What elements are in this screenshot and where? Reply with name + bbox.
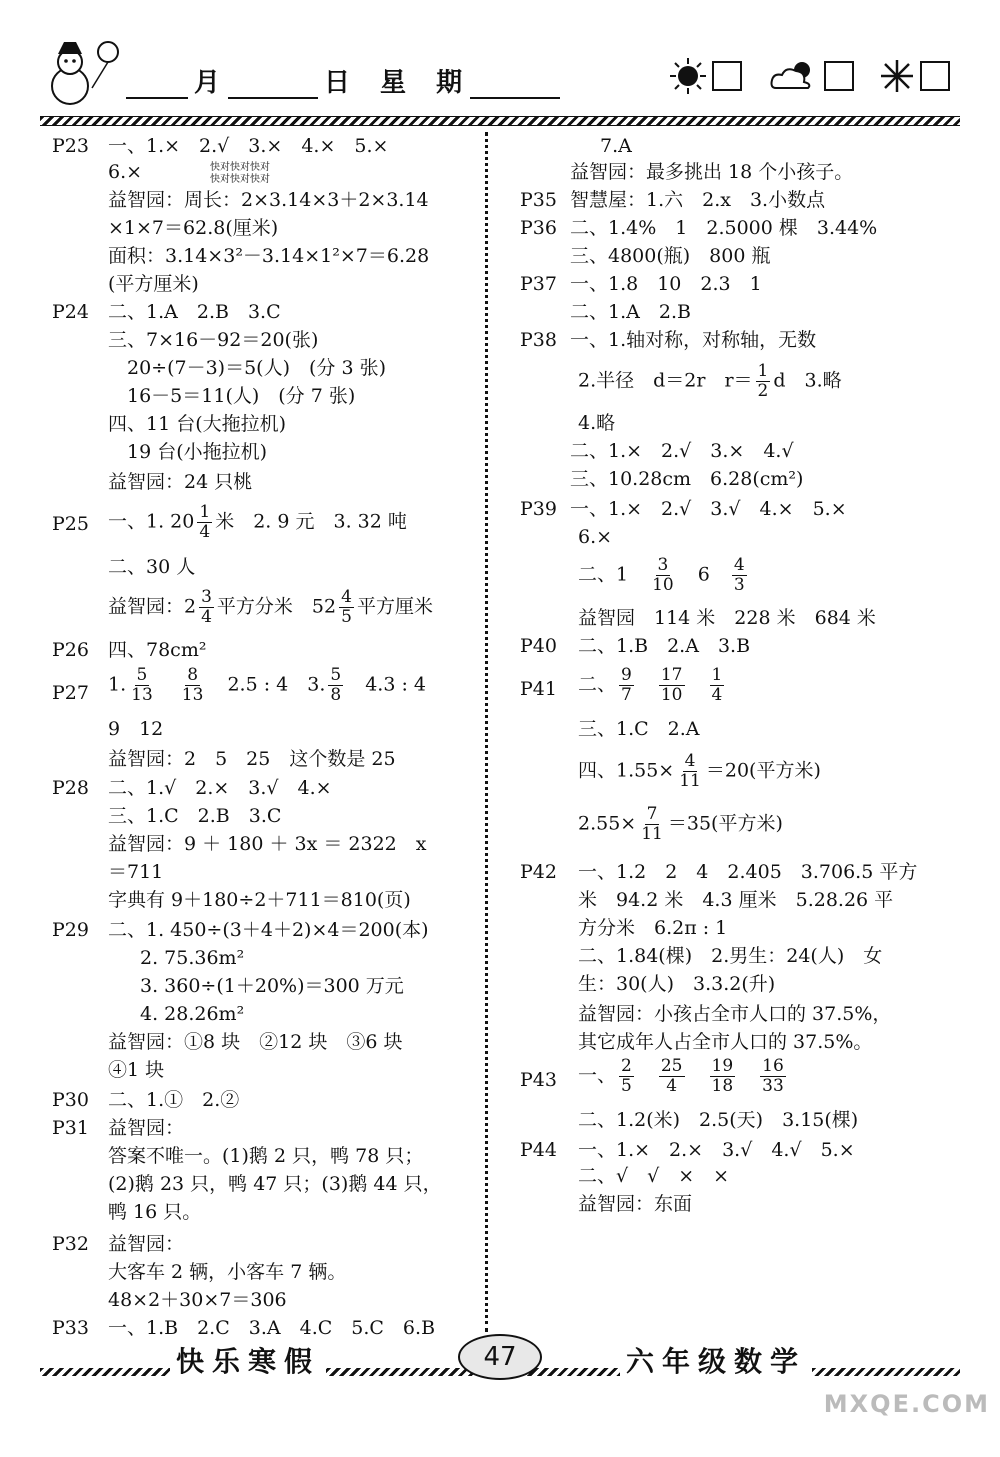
weather-cloudy [768,58,854,94]
snowy-checkbox[interactable] [920,61,950,91]
answer-line: 字典有 9＋180÷2＋711＝810(页) [108,889,411,911]
answer-line: 二、1.4% 1 2.5000 棵 3.44% [570,217,878,239]
fraction [650,556,676,595]
cloudy-checkbox[interactable] [824,61,854,91]
answer-line: 益智园：9 ＋ 180 ＋ 3x ＝ 2322 x [108,833,427,855]
answer-line: 益智园 114 米 228 米 684 米 [578,607,876,629]
numerator: 1 [199,502,211,522]
grade-subject: 六年级数学 [620,1340,812,1380]
answer-text: 二、 [578,673,617,696]
numerator: 9 [621,665,632,685]
page-label: P38 [520,329,557,351]
answer-line: 益智园：2 5 25 这个数是 25 [108,748,396,770]
answer-text: 6 [697,563,710,586]
answer-line: 2. 75.36m² [140,947,245,969]
answer-line: 益智园：最多挑出 18 个小孩子。 [570,161,854,183]
answer-line: 一、1.× 2.√ 3.× 4.× 5.× [108,135,389,157]
answer-line: (2)鹅 23 只，鸭 47 只；(3)鹅 44 只， [108,1173,442,1195]
fraction [639,805,665,844]
answer-line [108,588,433,627]
answer-line: 益智园： [108,1117,185,1139]
answer-line: 二、1.B 2.A 3.B [578,635,751,657]
answer-line: 其它成年人占全市人口的 37.5%。 [578,1031,873,1053]
watermark: MXQE.COM [823,1390,990,1418]
answer-line: 二、1.① 2.② [108,1089,240,1111]
fraction [677,752,703,791]
page-label: P39 [520,498,557,520]
fraction [129,666,155,705]
answer-line: 二、30 人 [108,556,196,578]
denominator: 8 [330,685,342,705]
fraction [197,503,212,542]
answer-text: d 3.略 [773,369,842,392]
answer-line: 7.A [600,135,632,157]
answer-line: 二、1.× 2.√ 3.× 4.√ [570,440,794,462]
denominator: 13 [181,685,204,705]
page-label: P24 [52,301,89,323]
numerator: 4 [341,587,352,607]
answer-line: 三、1.C 2.B 3.C [108,805,282,827]
numerator: 3 [657,555,669,575]
answer-line: 二、√ √ × × [578,1165,730,1187]
page-label: P31 [52,1117,89,1139]
answer-text: 平方分米 52 [216,595,337,618]
answer-text: 米 2. 9 元 3. 32 吨 [215,510,407,533]
denominator: 10 [652,575,674,595]
page-label: P23 [52,135,89,157]
numerator: 8 [187,665,199,685]
answer-line: 20÷(7－3)＝5(人) (分 3 张) [108,357,387,379]
page-label: P35 [520,189,557,211]
answer-text: 2.55× [578,812,637,835]
answer-line: 一、1.× 2.√ 3.√ 4.× 5.× [570,498,847,520]
answer-line: 一、1.轴对称，对称轴，无数 [570,329,817,351]
stamp-line: 快对快对快对 [210,174,270,185]
numerator: 19 [711,1056,734,1076]
answer-line: 9 12 [108,718,164,740]
fraction [659,666,685,705]
answer-line: 19 台(小拖拉机) [108,441,268,463]
answer-line: 三、7×16－92＝20(张) [108,329,319,351]
page-label: P37 [520,273,557,295]
answer-text: 四、1.55× [578,759,675,782]
answer-line: 一、1.× 2.× 3.√ 4.√ 5.× [578,1139,855,1161]
answer-line: 面积：3.14×3²－3.14×1²×7＝6.28 [108,245,430,267]
stamp-line: 快对快对快对 [210,162,270,173]
answer-line [578,362,842,401]
answer-line: 益智园：东面 [578,1193,693,1215]
weather-snowy [880,59,950,93]
page-label: P32 [52,1233,89,1255]
numerator: 7 [646,804,658,824]
numerator: 3 [201,587,212,607]
day-label: 日 [324,68,353,98]
fraction [619,666,634,705]
fraction [710,1057,736,1096]
answer-line: 方分米 6.2π : 1 [578,917,728,939]
answer-line: 益智园：周长：2×3.14×3＋2×3.14 [108,189,429,211]
answer-line: ＝711 [108,861,164,883]
answer-line: ④1 块 [108,1059,165,1081]
page-label: P28 [52,777,89,799]
week-label-1: 星 [380,68,409,98]
answer-line: 益智园： [108,1233,185,1255]
numerator: 25 [660,1056,683,1076]
numerator: 5 [136,665,148,685]
answer-line: 3. 360÷(1＋20%)＝300 万元 [140,975,404,997]
page-label: P30 [52,1089,89,1111]
answer-line [108,503,407,542]
page-label: P25 [52,513,89,535]
answer-line: 益智园：24 只桃 [108,471,253,493]
snowman-icon [40,40,120,110]
answer-text: ＝20(平方米) [705,759,821,782]
week-label-2: 期 [436,68,465,98]
answer-line [108,666,426,705]
numerator: 4 [733,555,745,575]
answer-line: 四、78cm² [108,639,207,661]
fraction [659,1057,685,1096]
denominator: 5 [621,1076,632,1096]
page-label: P26 [52,639,89,661]
answer-line: ×1×7＝62.8(厘米) [108,217,279,239]
numerator: 17 [660,665,683,685]
answer-line: 智慧屋：1.六 2.x 3.小数点 [570,189,826,211]
stamp [210,162,270,186]
answer-text: 一、1. 20 [108,510,195,533]
page-number: 47 [458,1334,542,1380]
page-label: P42 [520,861,557,883]
answer-line [578,666,727,705]
answer-line: 益智园：①8 块 ②12 块 ③6 块 [108,1031,403,1053]
denominator: 10 [660,685,683,705]
answer-text: 2.5 : 4 3. [227,673,326,696]
denominator: 18 [711,1076,734,1096]
numerator: 4 [684,751,696,771]
answer-line: 答案不唯一。(1)鹅 2 只，鸭 78 只； [108,1145,424,1167]
denominator: 4 [666,1076,678,1096]
column-divider [485,132,488,1332]
denominator: 5 [341,607,352,627]
numerator: 2 [621,1056,632,1076]
page-label: P43 [520,1069,557,1091]
answer-line [578,752,821,791]
denominator: 3 [733,575,745,595]
answer-line: 鸭 16 只。 [108,1201,202,1223]
page-label: P29 [52,919,89,941]
answer-line: 三、4800(瓶) 800 瓶 [570,245,771,267]
answer-line: 米 94.2 米 4.3 厘米 5.28.26 平 [578,889,894,911]
answer-line: 生：30(人) 3.3.2(升) [578,973,776,995]
fraction [756,362,771,401]
answer-text: 平方厘米 [356,595,433,618]
cloud-sun-icon [768,58,818,94]
answer-line [578,805,783,844]
denominator: 4 [711,685,723,705]
numerator: 1 [757,361,769,381]
answer-line: 一、1.8 10 2.3 1 [570,273,762,295]
month-label: 月 [194,68,223,98]
sun-icon [670,58,706,94]
answer-line: 益智园：小孩占全市人口的 37.5%， [578,1003,892,1025]
answer-line: 一、1.B 2.C 3.A 4.C 5.C 6.B [108,1317,436,1339]
numerator: 16 [762,1056,784,1076]
denominator: 11 [641,824,663,844]
answer-line: 16－5＝11(人) (分 7 张) [108,385,356,407]
answer-text: ＝35(平方米) [667,812,783,835]
sunny-checkbox[interactable] [712,61,742,91]
answer-line [578,556,750,595]
page-label: P44 [520,1139,557,1161]
fraction [710,666,725,705]
answer-text: 二、1 [578,563,629,586]
answer-line: 6.× [578,526,613,548]
page-label: P41 [520,678,557,700]
answer-line: 二、1.84(棵) 2.男生：24(人) 女 [578,945,883,967]
answer-line: (平方厘米) [108,273,199,295]
numerator: 5 [330,665,342,685]
denominator: 2 [757,381,769,401]
fraction [199,588,214,627]
answer-text: 一、 [578,1064,617,1087]
answer-text: 4.3 : 4 [365,673,427,696]
fraction [339,588,354,627]
page-label: P27 [52,682,89,704]
snowflake-icon [880,59,914,93]
answer-line: 二、1. 450÷(3＋4＋2)×4＝200(本) [108,919,429,941]
page-label: P33 [52,1317,89,1339]
denominator: 33 [762,1076,784,1096]
fraction [732,556,747,595]
weather-row [670,58,950,94]
denominator: 11 [679,771,701,791]
answer-line [578,1057,789,1096]
answer-text: 2.半径 d＝2r r＝ [578,369,753,392]
date-line [120,62,566,99]
fraction [180,666,206,705]
answer-line: 四、11 台(大拖拉机) [108,413,287,435]
answer-text: 1. [108,673,127,696]
answer-line: 4. 28.26m² [140,1003,245,1025]
book-title: 快乐寒假 [170,1340,326,1380]
answer-text: 益智园：2 [108,595,197,618]
answer-line: 大客车 2 辆，小客车 7 辆。 [108,1261,347,1283]
answer-line: 二、1.A 2.B [570,301,691,323]
answer-line: 一、1.2 2 4 2.405 3.706.5 平方 [578,861,918,883]
header [40,40,960,110]
denominator: 4 [201,607,212,627]
answer-line: 6.× [108,161,143,183]
answer-line: 三、1.C 2.A [578,718,700,740]
answer-line: 二、1.2(米) 2.5(天) 3.15(棵) [578,1109,859,1131]
fraction [619,1057,634,1096]
footer [40,1340,960,1390]
answer-line: 三、10.28cm 6.28(cm²) [570,468,804,490]
denominator: 13 [131,685,153,705]
page-label: P36 [520,217,557,239]
fraction [760,1057,786,1096]
answer-line: 二、1.√ 2.× 3.√ 4.× [108,777,332,799]
answer-line: 二、1.A 2.B 3.C [108,301,281,323]
header-border [40,116,960,126]
page-label: P40 [520,635,557,657]
denominator: 7 [621,685,632,705]
weather-sunny [670,58,742,94]
denominator: 4 [199,522,211,542]
fraction [328,666,343,705]
answer-line: 4.略 [578,412,616,434]
answer-line: 48×2＋30×7＝306 [108,1289,287,1311]
numerator: 1 [711,665,723,685]
